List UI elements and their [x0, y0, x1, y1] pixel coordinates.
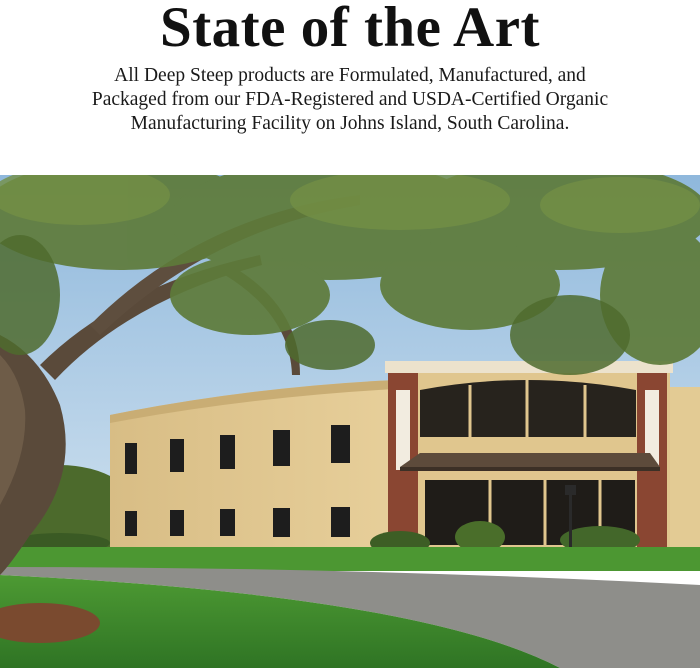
header — [0, 0, 700, 175]
page-title: State of the Art — [160, 0, 540, 59]
facility-photo — [0, 175, 700, 668]
page-subtitle — [40, 64, 660, 136]
subtitle-line-3: Manufacturing Facility on Johns Island, South Carolina. — [130, 113, 570, 134]
subtitle-line-1: All Deep Steep products are Formulated, Manufactured, and — [114, 65, 586, 86]
subtitle-line-2: Packaged from our FDA-Registered and USDA-Certified Organic — [91, 89, 609, 110]
